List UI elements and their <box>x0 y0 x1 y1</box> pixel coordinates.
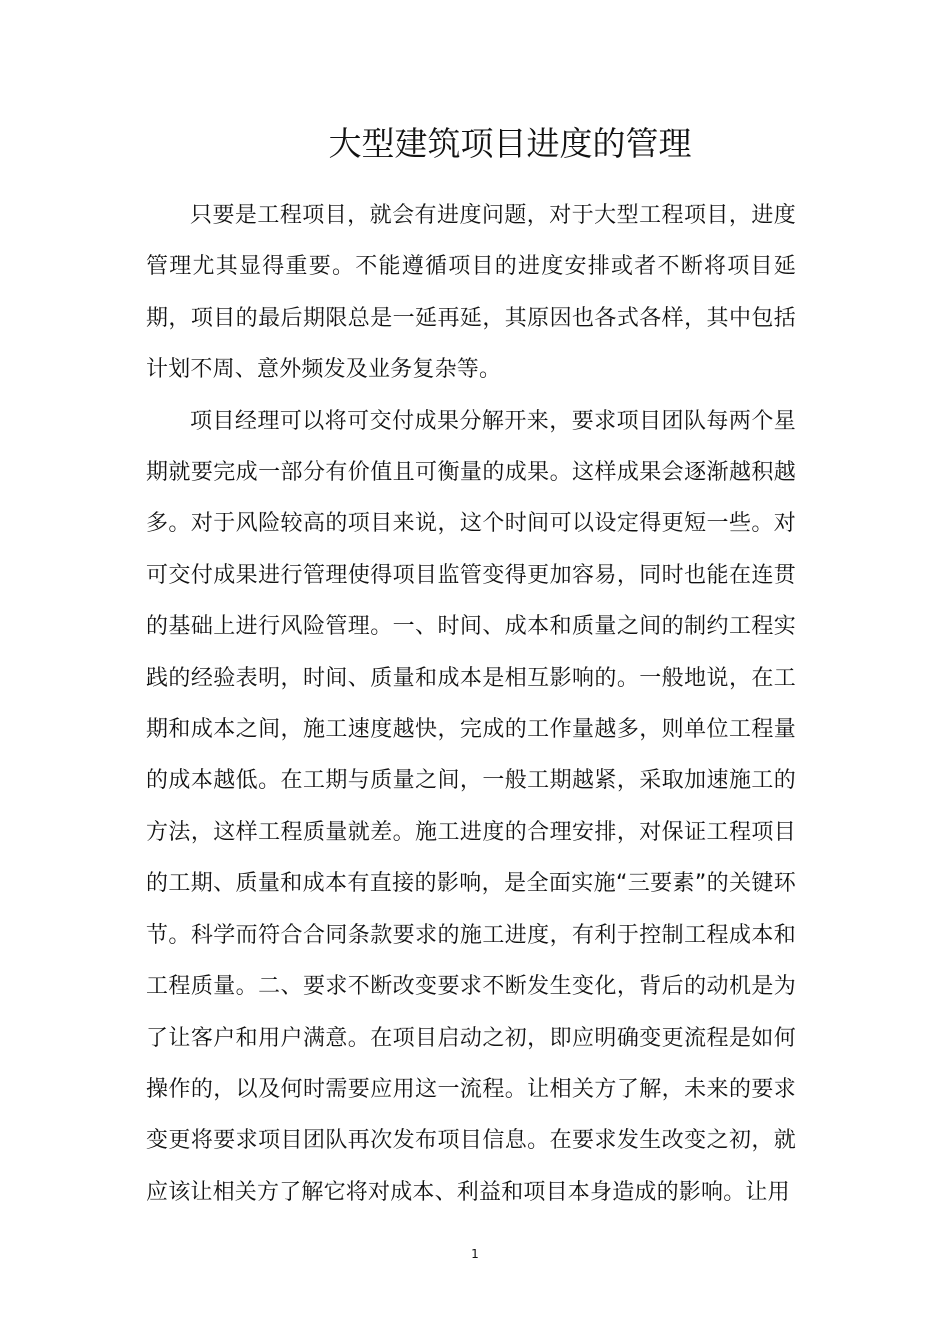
document-body <box>146 190 796 1218</box>
paragraph: 项目经理可以将可交付成果分解开来，要求项目团队每两个星期就要完成一部分有价值且可衡量的成果。这样成果会逐渐越积越多。对于风险较高的项目来说，这个时间可以设定得更短一些。对可交付成果进行管理使得项目监管变得更加容易，同时也能在连贯的基础上进行风险管理。一、时间、成本和质量之间的制约工程实践的经验表明，时间、质量和成本是相互影响的。一般地说，在工期和成本之间，施工速度越快，完成的工作量越多，则单位工程量的成本越低。在工期与质量之间，一般工期越紧，采取加速施工的方法，这样工程质量就差。施工进度的合理安排，对保证工程项目的工期、质量和成本有直接的影响，是全面实施“三要素”的关键环节。科学而符合合同条款要求的施工进度，有利于控制工程成本和工程质量。二、要求不断改变要求不断发生变化，背后的动机是为了让客户和用户满意。在项目启动之初，即应明确变更流程是如何操作的，以及何时需要应用这一流程。让相关方了解，未来的要求变更将要求项目团队再次发布项目信息。在要求发生改变之初，就应该让相关方了解它将对成本、利益和项目本身造成的影响。让用 <box>146 408 796 1205</box>
page-number: 1 <box>471 1247 479 1261</box>
paragraph: 只要是工程项目，就会有进度问题，对于大型工程项目，进度管理尤其显得重要。不能遵循项目的进度安排或者不断将项目延期，项目的最后期限总是一延再延，其原因也各式各样，其中包括计划不周、意外频发及业务复杂等。 <box>146 203 796 383</box>
document-title: 大型建筑项目进度的管理 <box>328 124 692 163</box>
